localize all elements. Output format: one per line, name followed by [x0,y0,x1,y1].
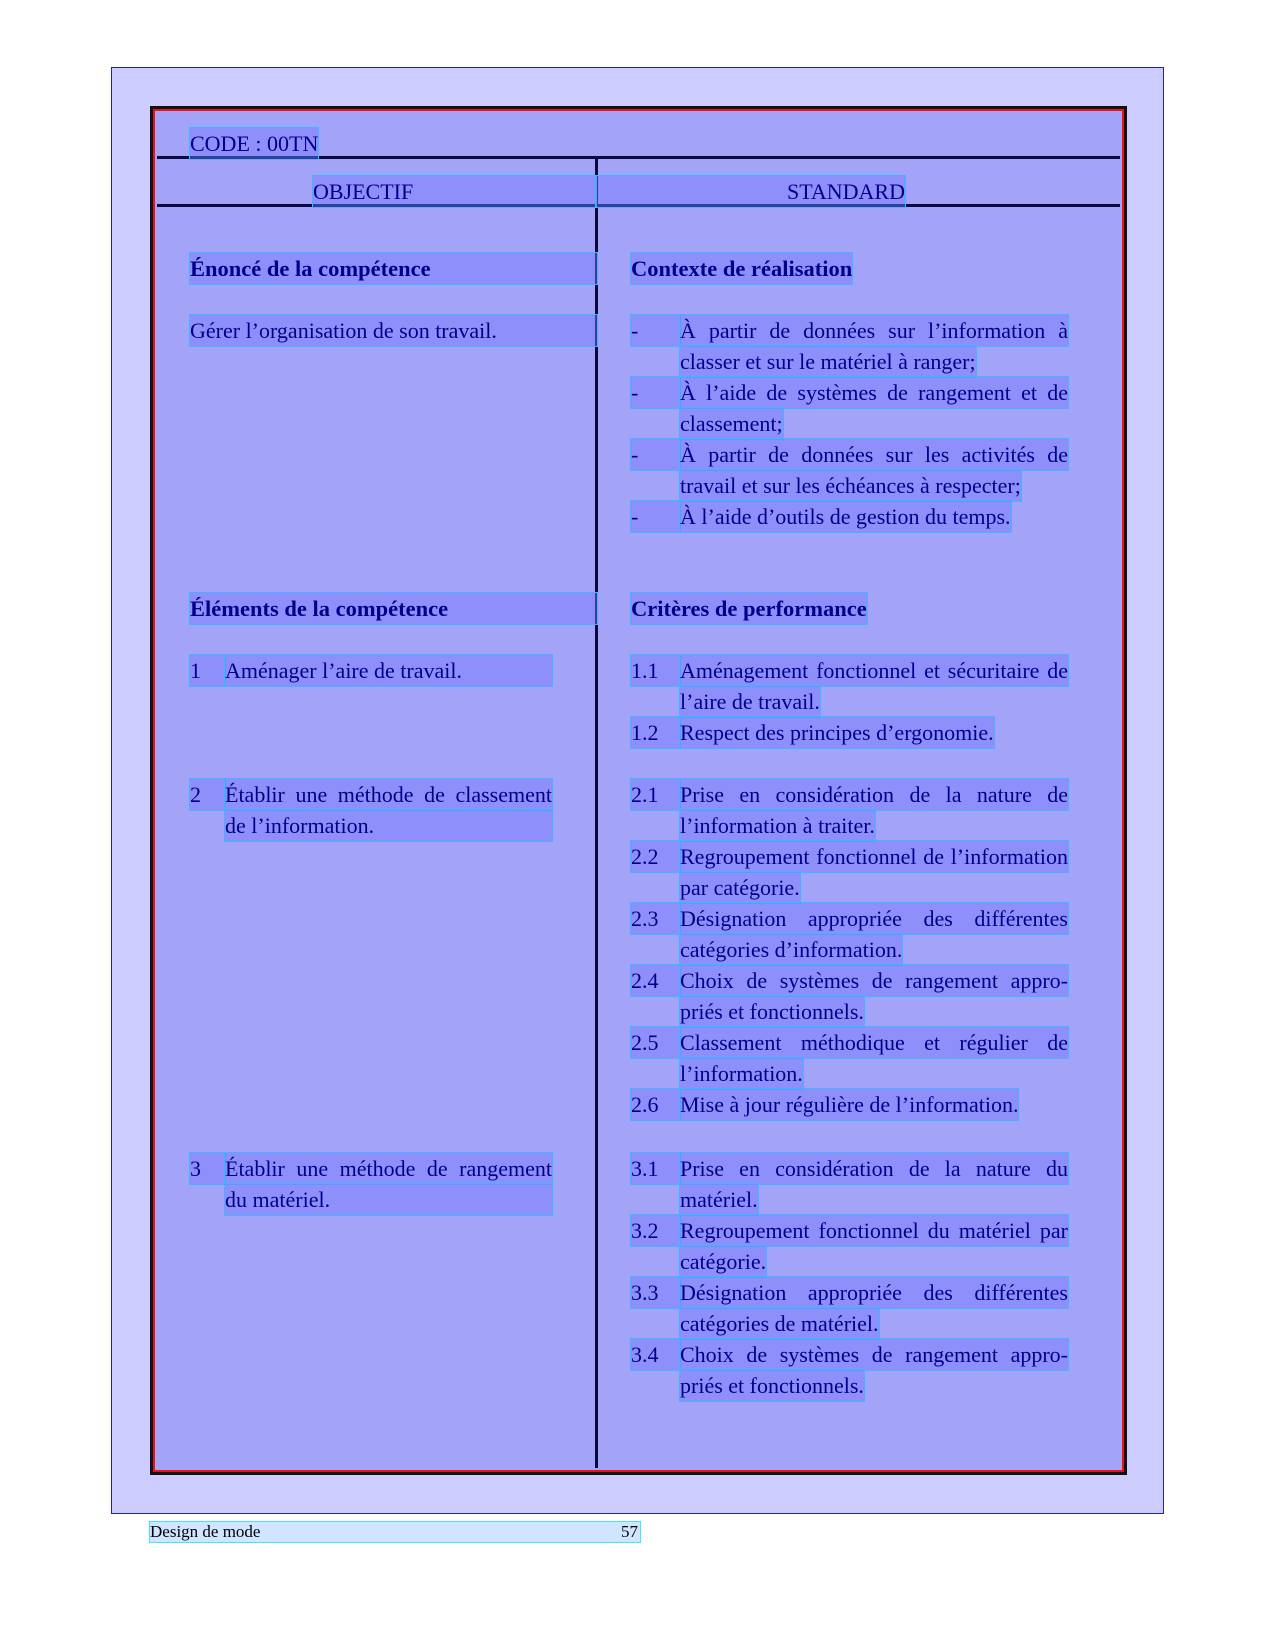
critere-line: Aménagement fonctionnel et sécuritaire de [680,655,1068,686]
contexte-line: classement; [680,408,783,439]
critere-line: Regroupement fonctionnel du matériel par [680,1215,1068,1246]
page-number: 57 [621,1522,638,1541]
critere-line: l’information. [680,1058,803,1089]
critere-line: l’information à traiter. [680,810,875,841]
footer-title: Design de mode [150,1522,261,1541]
critere-number: 3.3 [631,1277,680,1308]
critere-line: matériel. [680,1184,758,1215]
contexte-bullet: - [631,501,680,532]
footer [150,1522,640,1542]
contexte-heading: Contexte de réalisation [631,253,852,284]
critere-line: par catégorie. [680,872,800,903]
critere-number: 3.2 [631,1215,680,1246]
critere-line: Prise en considération de la nature du [680,1153,1068,1184]
critere-number: 3.1 [631,1153,680,1184]
contexte-line: À l’aide d’outils de gestion du temps. [680,501,1011,532]
contexte-bullet: - [631,315,680,346]
contexte-line: À l’aide de systèmes de rangement et de [680,377,1068,408]
element-number: 3 [190,1153,225,1184]
critere-number: 1.2 [631,717,680,748]
element-line: de l’information. [225,810,552,841]
contexte-bullet: - [631,439,680,470]
column-header-standard-box [596,176,905,207]
critere-line: Choix de systèmes de rangement appro- [680,1339,1068,1370]
contexte-line: À partir de données sur les activités de [680,439,1068,470]
critere-number: 2.1 [631,779,680,810]
contexte-line: À partir de données sur l’information à [680,315,1068,346]
critere-line: Désignation appropriée des différentes [680,1277,1068,1308]
element-line: du matériel. [225,1184,552,1215]
critere-line: catégories d’information. [680,934,902,965]
critere-line: catégorie. [680,1246,766,1277]
critere-number: 2.6 [631,1089,680,1120]
code-label: CODE : 00TN [190,128,318,159]
element-number: 2 [190,779,225,810]
critere-line: Respect des principes d’ergonomie. [680,717,994,748]
critere-line: l’aire de travail. [680,686,820,717]
contexte-line: classer et sur le matériel à ranger; [680,346,976,377]
critere-line: Désignation appropriée des différentes [680,903,1068,934]
element-line: Établir une méthode de rangement [225,1153,552,1184]
contexte-line: travail et sur les échéances à respecter; [680,470,1021,501]
element-line: Établir une méthode de classement [225,779,552,810]
critere-number: 2.3 [631,903,680,934]
contexte-bullet: - [631,377,680,408]
critere-line: Prise en considération de la nature de [680,779,1068,810]
critere-line: Classement méthodique et régulier de [680,1027,1068,1058]
column-header-objectif-box [313,176,596,207]
critere-line: priés et fonctionnels. [680,996,864,1027]
critere-number: 3.4 [631,1339,680,1370]
critere-line: Mise à jour régulière de l’information. [680,1089,1018,1120]
column-header-objectif: OBJECTIF [313,179,414,204]
critere-line: Regroupement fonctionnel de l’information [680,841,1068,872]
column-divider [595,156,598,1468]
critere-number: 2.2 [631,841,680,872]
critere-number: 2.4 [631,965,680,996]
element-line: Aménager l’aire de travail. [225,655,552,686]
critere-number: 1.1 [631,655,680,686]
critere-line: priés et fonctionnels. [680,1370,864,1401]
critere-line: catégories de matériel. [680,1308,879,1339]
critere-number: 2.5 [631,1027,680,1058]
enonce-text: Gérer l’organisation de son travail. [190,315,597,346]
elements-heading: Éléments de la compétence [190,593,597,624]
criteres-heading: Critères de performance [631,593,867,624]
critere-line: Choix de systèmes de rangement appro- [680,965,1068,996]
enonce-heading: Énoncé de la compétence [190,253,597,284]
column-header-standard: STANDARD [786,179,905,204]
element-number: 1 [190,655,225,686]
